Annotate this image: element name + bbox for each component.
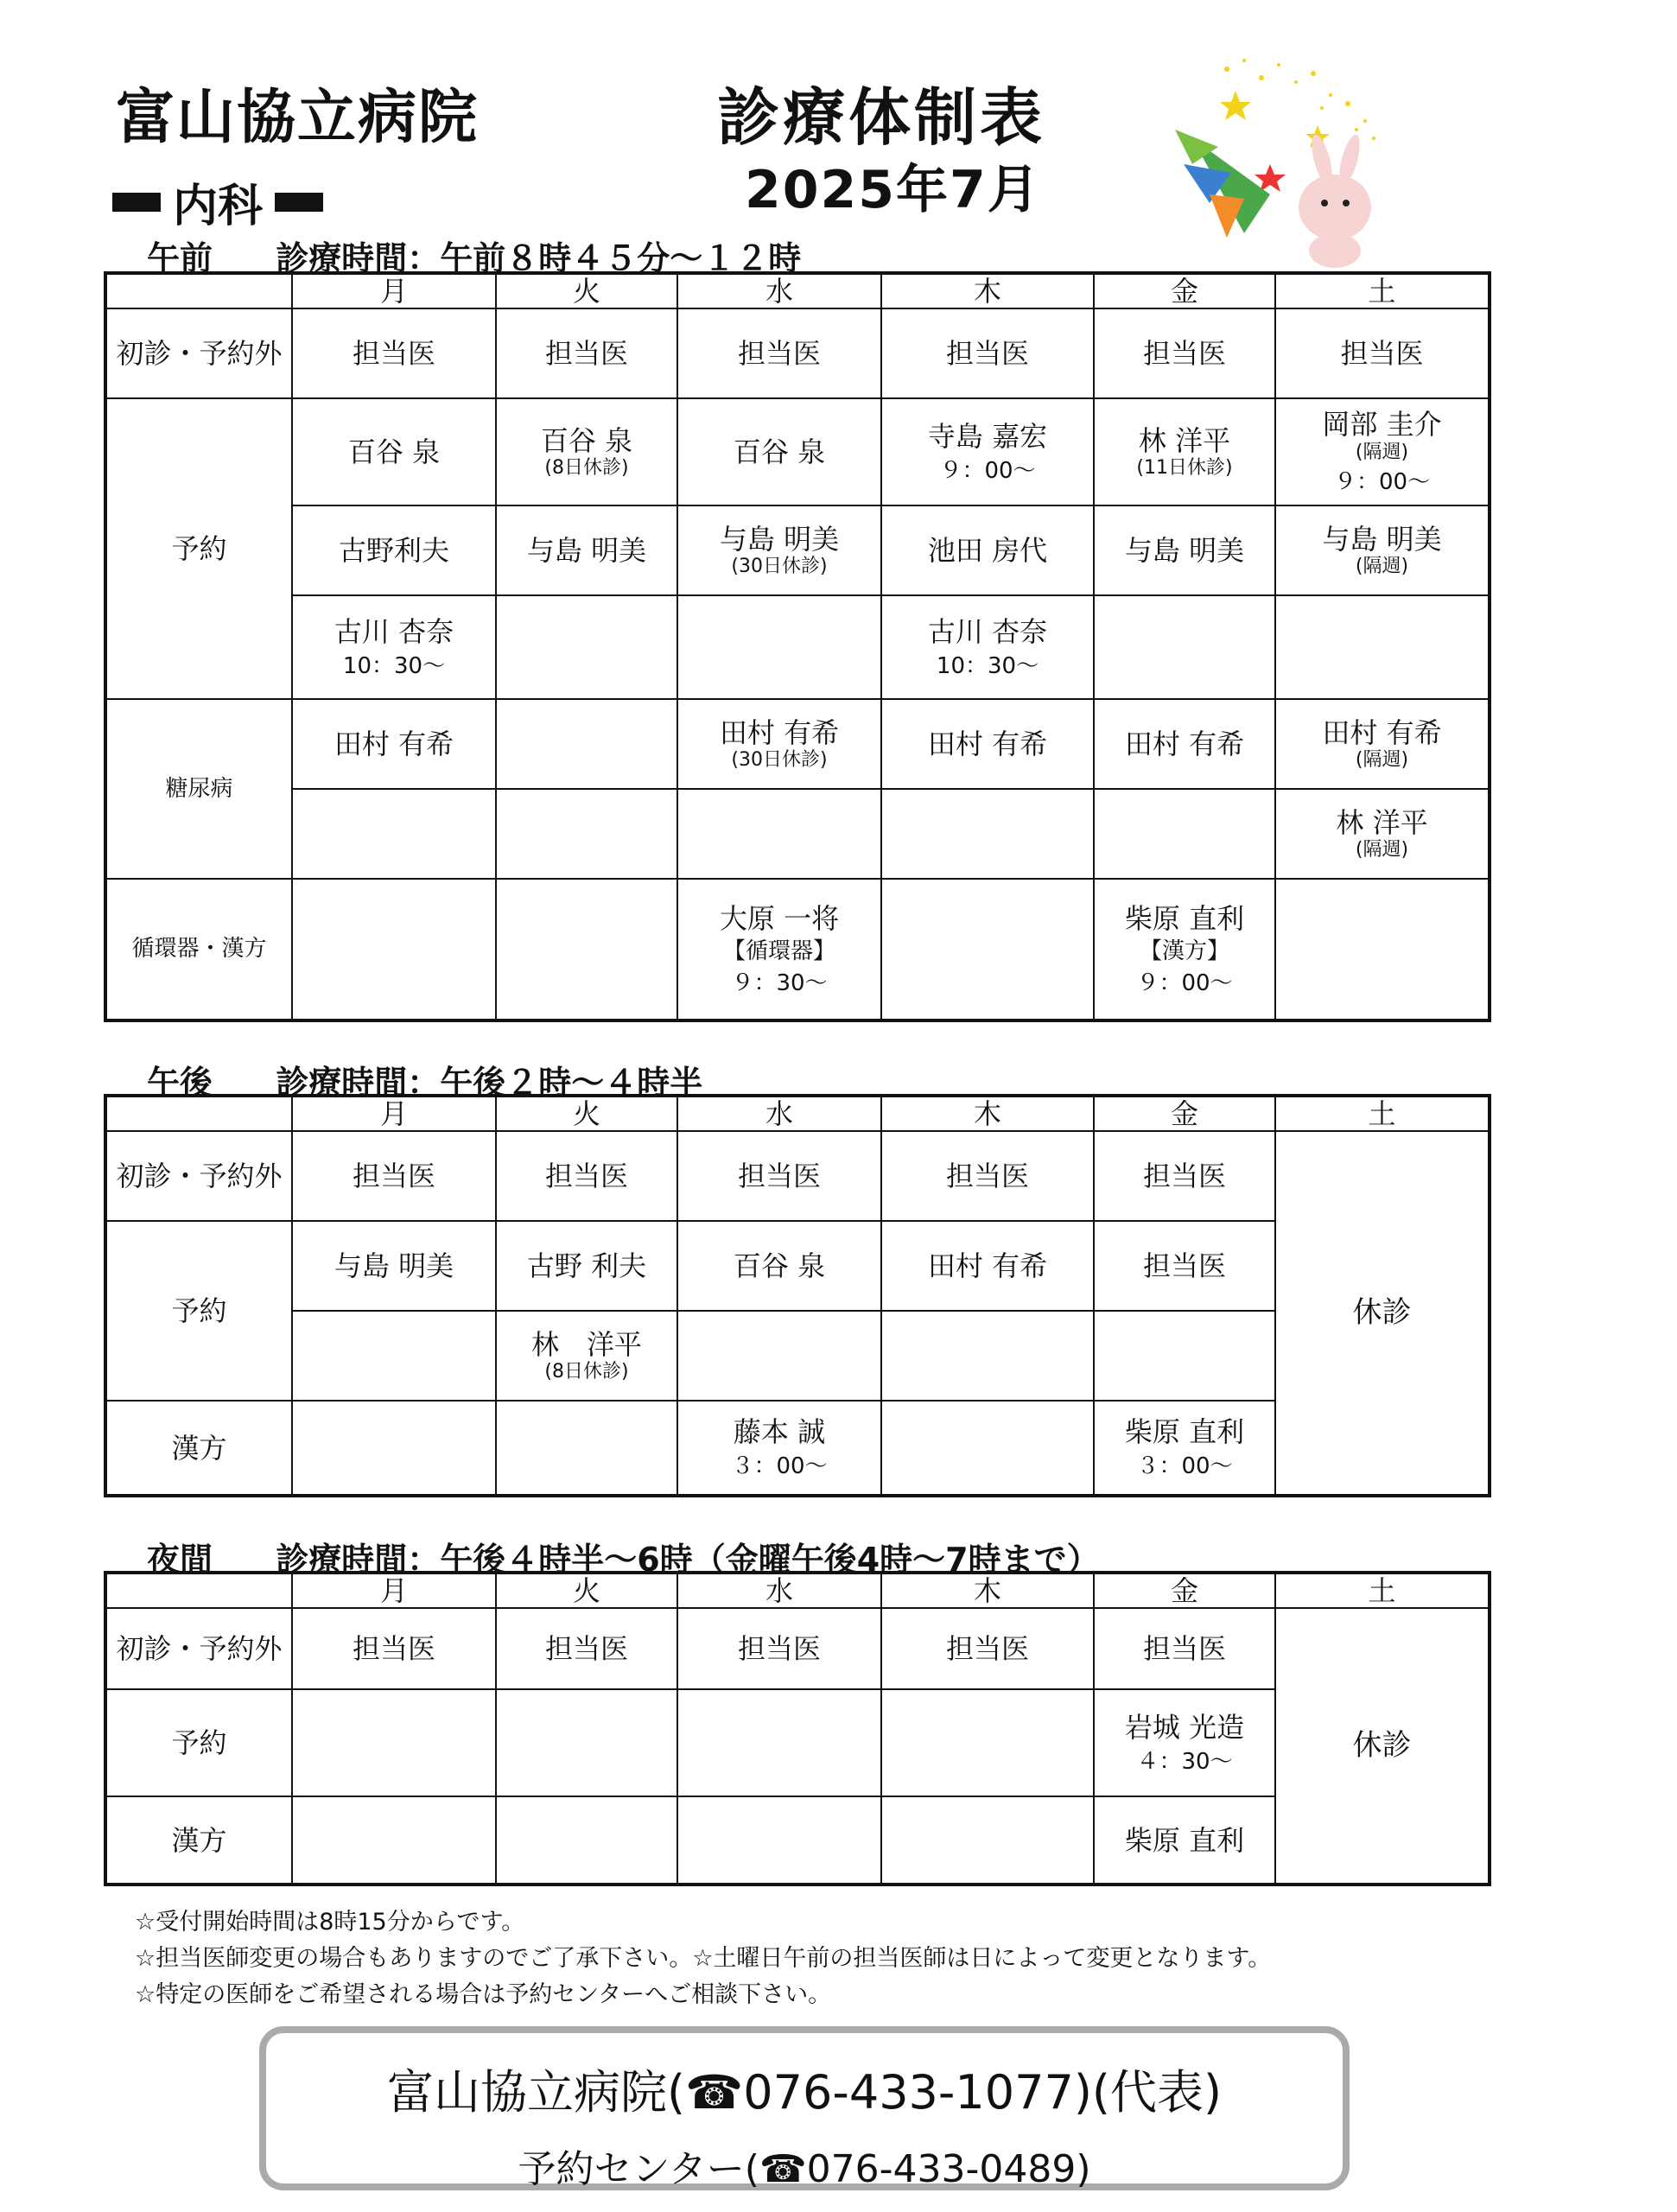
row-label: 予約	[105, 1689, 292, 1796]
schedule-cell	[292, 1311, 496, 1401]
doctor-name: 田村 有希	[1124, 728, 1245, 761]
doctor-name: 与島 明美	[719, 523, 840, 556]
schedule-cell	[881, 1401, 1094, 1496]
schedule-cell	[292, 505, 496, 595]
pm-schedule-table	[104, 1094, 1491, 1497]
specialty-label: 【循環器】	[722, 938, 835, 964]
start-time: ３：00～	[1136, 1453, 1233, 1480]
schedule-cell: 担当医	[496, 1608, 677, 1689]
schedule-cell	[1094, 699, 1275, 789]
start-time: ９：00～	[1333, 469, 1431, 496]
day-header-row	[105, 1096, 1490, 1131]
saturday-closed-cell: 休診	[1275, 1131, 1490, 1496]
schedule-cell	[881, 1796, 1094, 1885]
pm-hours: 診療時間：午後２時～４時半	[276, 1064, 703, 1102]
schedule-cell	[881, 505, 1094, 595]
night-first-visit-row	[105, 1608, 1490, 1689]
corner-cell	[105, 273, 292, 308]
schedule-cell	[1275, 699, 1490, 789]
bar-decoration	[275, 193, 323, 212]
row-label: 漢方	[105, 1401, 292, 1496]
day-header: 木	[881, 1573, 1094, 1608]
schedule-cell	[677, 1311, 881, 1401]
row-label: 初診・予約外	[105, 1608, 292, 1689]
department-heading	[112, 169, 323, 234]
doctor-name: 柴原 直利	[1124, 901, 1245, 935]
schedule-note: (8日休診)	[544, 457, 629, 480]
schedule-cell	[881, 1311, 1094, 1401]
am-circulatory-kampo-row	[105, 879, 1490, 1020]
start-time: ９：30～	[731, 970, 828, 997]
doctor-name: 田村 有希	[1322, 716, 1442, 749]
night-hours: 診療時間：午後４時半～6時（金曜午後4時～7時まで）	[276, 1541, 1100, 1579]
day-header: 土	[1275, 1573, 1490, 1608]
schedule-cell	[1094, 789, 1275, 879]
schedule-cell: 担当医	[677, 308, 881, 398]
schedule-cell	[881, 1689, 1094, 1796]
day-header: 木	[881, 1096, 1094, 1131]
doctor-name: 大原 一将	[719, 901, 840, 935]
row-label: 予約	[105, 398, 292, 699]
schedule-cell: 担当医	[292, 308, 496, 398]
schedule-cell	[1094, 1796, 1275, 1885]
doctor-name: 柴原 直利	[1124, 1415, 1245, 1449]
schedule-cell	[496, 595, 677, 699]
day-header: 水	[677, 273, 881, 308]
doctor-name: 柴原 直利	[1124, 1823, 1245, 1857]
main-phone: 富山協立病院(☎076-433-1077)(代表)	[386, 2065, 1223, 2120]
schedule-cell	[496, 1221, 677, 1311]
doctor-name: 池田 房代	[927, 534, 1048, 568]
schedule-cell	[496, 1311, 677, 1401]
am-diabetes-row	[105, 699, 1490, 789]
schedule-cell	[881, 699, 1094, 789]
schedule-cell	[496, 398, 677, 505]
schedule-cell: 担当医	[1094, 1608, 1275, 1689]
start-time: ９：00～	[939, 457, 1036, 484]
row-label: 漢方	[105, 1796, 292, 1885]
day-header: 土	[1275, 273, 1490, 308]
doctor-name: 百谷 泉	[733, 1249, 826, 1283]
day-header: 水	[677, 1096, 881, 1131]
schedule-cell: 担当医	[496, 1131, 677, 1221]
day-header: 金	[1094, 273, 1275, 308]
doctor-name: 林 洋平	[530, 1328, 642, 1361]
schedule-cell	[292, 1221, 496, 1311]
saturday-closed-cell: 休診	[1275, 1608, 1490, 1885]
schedule-cell	[496, 1401, 677, 1496]
corner-cell	[105, 1573, 292, 1608]
doctor-name: 岩城 光造	[1124, 1710, 1245, 1744]
doctor-name: 担当医	[1142, 1249, 1226, 1283]
schedule-cell	[496, 505, 677, 595]
note-line: ☆特定の医師をご希望される場合は予約センターへご相談下さい。	[135, 1981, 832, 2008]
schedule-cell	[1275, 789, 1490, 879]
doctor-name: 林 洋平	[1138, 424, 1231, 457]
start-time: ９：00～	[1136, 970, 1233, 997]
schedule-cell	[1094, 398, 1275, 505]
schedule-cell: 担当医	[496, 308, 677, 398]
schedule-cell	[496, 1796, 677, 1885]
schedule-note: (30日休診)	[731, 556, 828, 578]
schedule-cell	[881, 398, 1094, 505]
day-header: 月	[292, 273, 496, 308]
row-label: 初診・予約外	[105, 1131, 292, 1221]
note-line: ☆受付開始時間は8時15分からです。	[135, 1909, 525, 1936]
bar-decoration	[112, 193, 161, 212]
doctor-name: 与島 明美	[333, 1249, 454, 1283]
schedule-cell	[1275, 505, 1490, 595]
day-header: 金	[1094, 1573, 1275, 1608]
schedule-cell: 担当医	[1094, 1131, 1275, 1221]
schedule-cell: 担当医	[1094, 308, 1275, 398]
am-hours: 診療時間：午前８時４５分～１２時	[276, 239, 802, 277]
schedule-note: (11日休診)	[1136, 457, 1233, 480]
am-schedule-table	[104, 271, 1491, 1022]
schedule-cell	[677, 595, 881, 699]
notes	[135, 1904, 1271, 2013]
schedule-note: (8日休診)	[544, 1361, 629, 1383]
schedule-cell	[677, 505, 881, 595]
doctor-name: 田村 有希	[927, 728, 1048, 761]
schedule-cell	[1094, 1401, 1275, 1496]
am-reserve-row	[105, 505, 1490, 595]
doctor-name: 田村 有希	[719, 716, 840, 749]
schedule-cell	[496, 879, 677, 1020]
day-header: 木	[881, 273, 1094, 308]
schedule-cell	[496, 1689, 677, 1796]
page-title: 診療体制表	[717, 81, 1046, 154]
doctor-name: 百谷 泉	[540, 424, 633, 457]
schedule-cell	[292, 1401, 496, 1496]
day-header-row	[105, 1573, 1490, 1608]
schedule-cell	[1094, 1221, 1275, 1311]
start-time: ３：00～	[731, 1453, 828, 1480]
schedule-cell	[1275, 879, 1490, 1020]
row-label: 循環器・漢方	[105, 879, 292, 1020]
schedule-cell	[677, 1221, 881, 1311]
start-time: ４：30～	[1136, 1748, 1233, 1775]
schedule-cell	[1275, 595, 1490, 699]
schedule-cell	[496, 699, 677, 789]
start-time: 10：30～	[936, 652, 1039, 679]
schedule-cell	[677, 789, 881, 879]
doctor-name: 与島 明美	[1322, 523, 1442, 556]
doctor-name: 藤本 誠	[733, 1415, 826, 1449]
schedule-cell	[881, 789, 1094, 879]
schedule-cell: 担当医	[292, 1608, 496, 1689]
am-reserve-row	[105, 398, 1490, 505]
schedule-cell	[1094, 879, 1275, 1020]
schedule-cell	[677, 879, 881, 1020]
doctor-name: 百谷 泉	[347, 435, 441, 469]
hospital-name: 富山協立病院	[116, 84, 480, 152]
schedule-cell	[292, 1689, 496, 1796]
schedule-cell	[292, 398, 496, 505]
row-label: 初診・予約外	[105, 308, 292, 398]
pm-first-visit-row	[105, 1131, 1490, 1221]
schedule-note: (30日休診)	[731, 749, 828, 772]
doctor-name: 岡部 圭介	[1322, 408, 1442, 442]
schedule-note: (隔週)	[1355, 556, 1409, 578]
am-diabetes-row	[105, 789, 1490, 879]
schedule-cell	[292, 699, 496, 789]
doctor-name: 与島 明美	[1124, 534, 1245, 568]
schedule-cell	[677, 1401, 881, 1496]
doctor-name: 百谷 泉	[733, 435, 826, 469]
start-time: 10：30～	[342, 652, 446, 679]
row-label: 予約	[105, 1221, 292, 1401]
schedule-note: (隔週)	[1355, 839, 1409, 861]
am-first-visit-row	[105, 308, 1490, 398]
schedule-cell	[881, 1221, 1094, 1311]
doctor-name: 古川 杏奈	[927, 614, 1048, 648]
day-header: 火	[496, 1573, 677, 1608]
schedule-cell: 担当医	[881, 308, 1094, 398]
day-header: 水	[677, 1573, 881, 1608]
schedule-cell	[292, 789, 496, 879]
schedule-cell: 担当医	[881, 1131, 1094, 1221]
schedule-cell	[292, 879, 496, 1020]
specialty-label: 【漢方】	[1139, 938, 1229, 964]
day-header: 火	[496, 273, 677, 308]
star-icon	[1220, 91, 1251, 120]
schedule-cell	[496, 789, 677, 879]
day-header: 土	[1275, 1096, 1490, 1131]
schedule-cell: 担当医	[1275, 308, 1490, 398]
day-header: 月	[292, 1096, 496, 1131]
day-header: 月	[292, 1573, 496, 1608]
day-header: 金	[1094, 1096, 1275, 1131]
schedule-cell	[292, 1796, 496, 1885]
doctor-name: 古野 利夫	[526, 1249, 647, 1283]
schedule-month: 2025年7月	[745, 160, 1041, 220]
schedule-cell	[677, 1689, 881, 1796]
schedule-cell: 担当医	[292, 1131, 496, 1221]
schedule-cell: 担当医	[881, 1608, 1094, 1689]
night-schedule-table	[104, 1571, 1491, 1886]
schedule-cell	[1094, 505, 1275, 595]
doctor-name: 古野利夫	[338, 534, 449, 568]
am-label: 午前	[147, 239, 213, 277]
doctor-name: 寺島 嘉宏	[927, 419, 1048, 453]
row-label: 糖尿病	[105, 699, 292, 879]
schedule-cell	[677, 398, 881, 505]
tanabata-rabbit-illustration	[1158, 43, 1391, 268]
day-header-row	[105, 273, 1490, 308]
pm-label: 午後	[147, 1064, 213, 1102]
am-reserve-row	[105, 595, 1490, 699]
schedule-note: (隔週)	[1355, 749, 1409, 772]
schedule-cell: 担当医	[677, 1608, 881, 1689]
schedule-cell	[1094, 1689, 1275, 1796]
schedule-cell	[292, 595, 496, 699]
schedule-cell	[881, 595, 1094, 699]
night-label: 夜間	[147, 1541, 213, 1579]
schedule-cell: 担当医	[677, 1131, 881, 1221]
schedule-note: (隔週)	[1355, 441, 1409, 463]
schedule-cell	[1094, 595, 1275, 699]
corner-cell	[105, 1096, 292, 1131]
schedule-cell	[1094, 1311, 1275, 1401]
note-line: ☆担当医師変更の場合もありますのでご了承下さい。☆土曜日午前の担当医師は日によって変更となります。	[135, 1945, 1272, 1972]
schedule-cell	[1275, 398, 1490, 505]
department-label: 内科	[173, 181, 264, 232]
contact-box	[259, 2026, 1350, 2190]
reservation-phone: 予約センター(☎076-433-0489)	[518, 2147, 1091, 2191]
schedule-cell	[677, 699, 881, 789]
doctor-name: 古川 杏奈	[333, 614, 454, 648]
schedule-cell	[677, 1796, 881, 1885]
schedule-cell	[881, 879, 1094, 1020]
day-header: 火	[496, 1096, 677, 1131]
doctor-name: 田村 有希	[927, 1249, 1048, 1283]
doctor-name: 林 洋平	[1336, 806, 1428, 839]
doctor-name: 田村 有希	[333, 728, 454, 761]
doctor-name: 与島 明美	[526, 534, 647, 568]
